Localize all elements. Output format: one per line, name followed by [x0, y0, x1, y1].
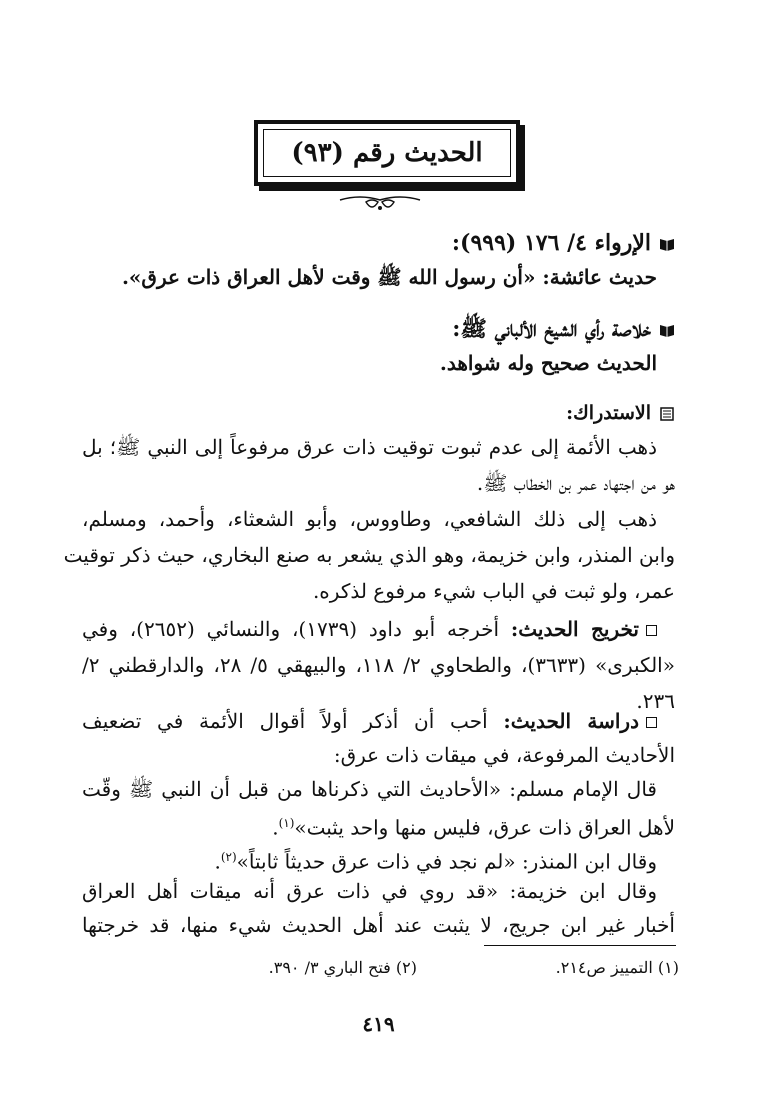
albani-heading: خلاصة رأي الشيخ الألباني ﷺ: — [452, 314, 675, 344]
dirasa-line-4: لأهل العراق ذات عرق، فليس منها واحد يثبت»$^{(١)}$. — [272, 815, 675, 840]
dirasa-line-7: أخبار غير ابن جريج، لا يثبت عند أهل الحديث شيء منها، قد خرجتها — [82, 913, 675, 937]
footnote-ref-2: (٢) — [220, 850, 237, 864]
footnote-2: (٢) فتح الباري ٣/ ٣٩٠. — [268, 958, 417, 977]
istidrak-heading: الاستدراك: — [566, 398, 675, 428]
square-bullet-icon — [646, 717, 657, 728]
irwaa-heading: الإرواء ٤/ ١٧٦ (٩٩٩): — [452, 228, 675, 258]
istidrak-line-4: وابن المنذر، وابن خزيمة، وهو الذي يشعر به صنع البخاري، حيث ذكر توقيت — [63, 543, 675, 567]
book-icon — [659, 237, 675, 251]
takhrij-line-2: «الكبرى» (٣٦٣٣)، والطحاوي ٢/ ١١٨، والبيهقي ٥/ ٢٨، والدارقطني ٢/ — [82, 653, 675, 677]
dirasa-line-3: قال الإمام مسلم: «الأحاديث التي ذكرناها من قبل أن النبي ﷺ وقّت — [82, 777, 657, 801]
dirasa-line-5: وقال ابن المنذر: «لم نجد في ذات عرق حديثاً ثابتاً»$^{(٢)}$. — [214, 849, 657, 874]
istidrak-line-1: ذهب الأئمة إلى عدم ثبوت توقيت ذات عرق مرفوعاً إلى النبي ﷺ؛ بل — [82, 435, 657, 459]
istidrak-line-3: ذهب إلى ذلك الشافعي، وطاووس، وأبو الشعثاء، وأحمد، ومسلم، — [82, 507, 657, 531]
footnote-ref-1: (١) — [278, 816, 295, 830]
hadith-title: الحديث رقم (٩٣) — [291, 138, 483, 168]
page-number: ٤١٩ — [362, 1012, 395, 1036]
scroll-icon — [659, 407, 675, 421]
dirasa-line-2: الأحاديث المرفوعة، في ميقات ذات عرق: — [333, 743, 675, 767]
takhrij-line-1: تخريج الحديث: أخرجه أبو داود (١٧٣٩)، والنسائي (٢٦٥٢)، وفي — [82, 614, 657, 644]
dirasa-line-1: دراسة الحديث: أحب أن أذكر أولاً أقوال الأئمة في تضعيف — [82, 706, 657, 736]
dirasa-line-6: وقال ابن خزيمة: «قد روي في ذات عرق أنه ميقات أهل العراق — [82, 879, 657, 903]
footnote-rule — [484, 945, 676, 946]
title-frame — [254, 120, 520, 186]
takhrij-line-3: ٢٣٦. — [636, 689, 675, 713]
albani-text: الحديث صحيح وله شواهد. — [439, 351, 657, 375]
istidrak-line-2: هو من اجتهاد عمر بن الخطاب ﷺ. — [476, 471, 675, 495]
ornament-icon — [330, 192, 430, 214]
istidrak-line-5: عمر، ولو ثبت في الباب شيء مرفوع لذكره. — [312, 579, 675, 603]
square-bullet-icon — [646, 625, 657, 636]
footnote-1: (١) التمييز ص٢١٤. — [555, 958, 679, 977]
irwaa-text: حديث عائشة: «أن رسول الله ﷺ وقت لأهل العراق ذات عرق». — [121, 265, 657, 289]
book-icon — [659, 323, 675, 337]
